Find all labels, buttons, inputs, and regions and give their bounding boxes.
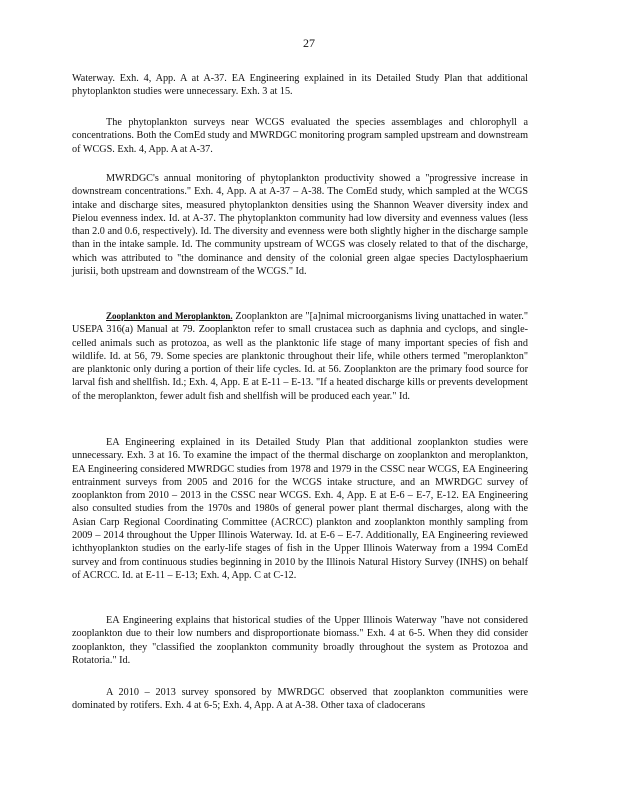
paragraph-phytoplankton-surveys: [72, 116, 528, 156]
paragraph-text: EA Engineering explains that historical studies of the Upper Illinois Waterway "have not considered zooplankton due to their low numbers and disproportionate biomass." Exh. 4 at 6-5. When they did consider zooplankton, they "classified the zooplankton community broadly throughout the system as Protozoa and Rotatoria." Id.: [72, 615, 528, 666]
paragraph-continuation: Waterway. Exh. 4, App. A at A-37. EA Engineering explained in its Detailed Study Plan that additional phytoplankton studies were unnecessary. Exh. 3 at 15.: [72, 73, 528, 98]
paragraph-text: MWRDGC's annual monitoring of phytoplankton productivity showed a "progressive increase in downstream concentrations." Exh. 4, App. A at A-37 – A-38. The ComEd study, which sampled at the WCGS intake and discharge sites, measured phytoplankton densities using the Shannon Weaver diversity index and Pielou evenness index. Id. at A-37. The phytoplankton community had low diversity and evenness values (less than 2.0 and 0.6, respectively). Id. The diversity and evenness were both slightly higher in the discharge sample than in the intake sample. Id. The community upstream of WCGS was closely related to that of the discharge, which was attributed to "the dominance and density of the colonial green algae species Dactylosphaerium jurisii, both upstream and downstream of the WCGS." Id.: [72, 173, 528, 278]
paragraph-zooplankton: [72, 310, 528, 403]
section-heading: Zooplankton and Meroplankton.: [106, 311, 233, 321]
paragraph-text: EA Engineering explained in its Detailed Study Plan that additional zooplankton studies were unnecessary. Exh. 3 at 16. To examine the impact of the thermal discharge on zooplankton and meroplankton, EA Engineering considered MWRDGC studies from 1978 and 1979 in the CSSC near WCGS, EA Engineering entrainment surveys from 2005 and 2016 for the WCGS intake structure, and an MWRDGC survey of zooplankton from 2010 – 2013 in the CSSC near WCGS. Exh. 4, App. E at E-6 – E-7, E-12. EA Engineering also consulted studies from the 1970s and 1980s of general power plant thermal discharges, along with the Asian Carp Regional Coordinating Committee (ACRCC) plankton and zooplankton monthly sampling from 2009 – 2014 throughout the Upper Illinois Waterway. Id. at E-6 – E-7. Additionally, EA Engineering reviewed ichthyoplankton studies on the early-life stages of fish in the Upper Illinois Waterway from a 1994 ComEd survey and from continuous studies beginning in 2010 by the Illinois Natural History Survey (INHS) on behalf of ACRCC. Id. at E-11 – E-13; Exh. 4, App. C at C-12.: [72, 437, 528, 581]
paragraph-text: A 2010 – 2013 survey sponsored by MWRDGC observed that zooplankton communities were dominated by rotifers. Exh. 4 at 6-5; Exh. 4, App. A at A-38. Other taxa of cladocerans: [72, 687, 528, 712]
page-number: 27: [303, 36, 315, 50]
paragraph-text: Zooplankton are "[a]nimal microorganisms living unattached in water." USEPA 316(a) Manual at 79. Zooplankton refer to small crustacea such as daphnia and cyclops, and single-celled animals such as protozoa, as well as the planktonic life stage of many important species of fish and wildlife. Id. at 56, 79. Some species are planktonic throughout their life, while others termed "meroplankton" are planktonic only during a portion of their life cycles. Id. at 56. Zooplankton are the primary food source for larval fish and shellfish. Id.; Exh. 4, App. E at E-11 – E-13. "If a heated discharge kills or prevents development of the meroplankton, fewer adult fish and shellfish will be produced each year." Id.: [72, 311, 529, 402]
paragraph-survey-2010: [72, 686, 528, 713]
paragraph-text: The phytoplankton surveys near WCGS evaluated the species assemblages and chlorophyll a concentrations. Both the ComEd study and MWRDGC monitoring program sampled upstream and downstream of WCGS. Exh. 4, App. A at A-37.: [72, 117, 528, 155]
paragraph-mwrdgc-monitoring: [72, 172, 528, 278]
paragraph-historical-studies: [72, 614, 528, 667]
paragraph-ea-engineering-studies: [72, 436, 528, 582]
